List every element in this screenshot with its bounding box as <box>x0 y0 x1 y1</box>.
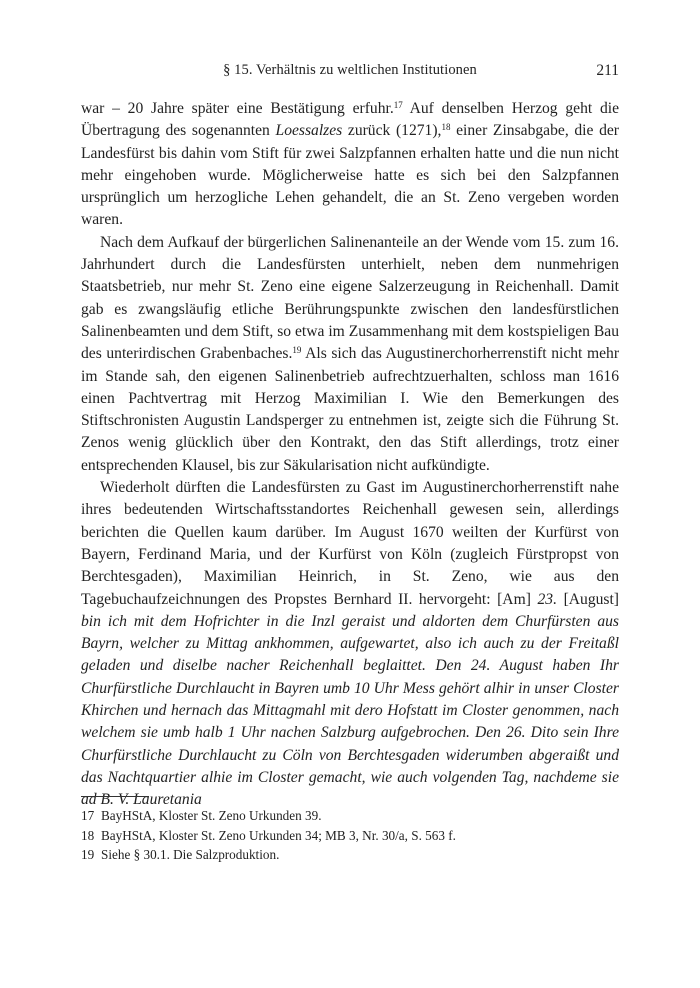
text-run: Wiederholt dürften die Landesfürsten zu Gast im Augustinerchorherrenstift nahe ihres bedeutenden Wirtschaftsstandortes Reichenhall gewesen sein, allerdings berichten die Quellen kaum darüber. Im August 1670 weilten der Kurfürst von Bayern, Ferdinand Maria, und der Kurfürst von Köln (zugleich Fürstpropst von Berchtesgaden), Maximilian Heinrich, in St. Zeno, wie aus den Tagebuchaufzeichnungen des Propstes Bernhard II. hervorgeht: [Am] <box>81 479 619 608</box>
paragraph-p2 <box>81 232 619 477</box>
footnote-separator-rule <box>81 796 149 797</box>
footnote-19 <box>81 845 619 865</box>
text-run: einer Zinsabgabe, die der Landesfürst bis dahin vom Stift für zwei Salzpfannen erhalten hatte und die nun nicht mehr eingehoben wurde. Möglicherweise hatte es sich bei den Salzpfannen ursprünglich um herzogliche Lehen gehandelt, die an St. Zeno vergeben worden waren. <box>81 122 619 229</box>
text-run: war – 20 Jahre später eine Bestätigung erfuhr. <box>81 100 394 117</box>
italic-text: Loessalzes <box>275 122 343 140</box>
footnote-number: 18 <box>81 827 95 843</box>
italic-text: bin ich mit dem Hofrichter in die Inzl geraist und aldorten dem Churfürsten aus Bayrn, welcher zu Mittag ankhommen, aufgewartet, also ich auch zu der Freitaßl geladen und diselbe nacher Reichenhall beglaittet. Den 24. August haben Ihr Churfürstliche Durchlaucht in Bayren umb 10 Uhr Mess gehört alhir in unser Closter Khirchen und hernach das Mittagmahl mit dero Hofstatt im Closter genommen, nach welchem sie umb halb 1 Uhr nachen Salzburg aufgebrochen. Den 26. Dito sein Ihre Churfürstliche Durchlaucht zu Cöln von Berchtesgaden widerumben abgeraißt und das Nachtquartier alhie im Closter gemacht, wie auch volgenden Tag, nachdeme sie ad B. V. Lauretania <box>81 612 619 809</box>
footnote-reference: 17 <box>393 100 403 111</box>
text-run: Nach dem Aufkauf der bürgerlichen Salinenanteile an der Wende vom 15. zum 16. Jahrhundert durch die Landesfürsten unterhielt, neben dem nunmehrigen Staatsbetrieb, nur mehr St. Zeno eine eigene Salzerzeugung in Reichenhall. Damit gab es zwangsläufig etliche Berührungspunkte zwischen den landesfürstlichen Salinenbeamten und dem Stift, so etwa im Zusammenhang mit dem kostspieligen Bau des unterirdischen Grabenbaches. <box>81 233 619 363</box>
paragraph-p1 <box>81 98 619 232</box>
page-header <box>81 62 619 84</box>
footnote-reference: 18 <box>441 122 451 133</box>
footnote-18 <box>81 826 619 846</box>
footnote-text: BayHStA, Kloster St. Zeno Urkunden 34; MB 3, Nr. 30/a, S. 563 f. <box>101 827 456 843</box>
footnote-number: 17 <box>81 808 95 823</box>
page-number: 211 <box>596 62 619 79</box>
footnote-text: Siehe § 30.1. Die Salzproduktion. <box>101 847 280 862</box>
footnote-text: BayHStA, Kloster St. Zeno Urkunden 39. <box>101 808 322 823</box>
footnote-17 <box>81 806 619 826</box>
text-run: Als sich das Augustinerchorherrenstift nicht mehr im Stande sah, den eigenen Salinenbetrieb aufrechtzuerhalten, schloss man 1616 einen Pachtvertrag mit Herzog Maximilian I. Wie den Bemerkungen des Stiftschronisten Augustin Landsperger zu entnehmen ist, zeigte sich die Führung St. Zenos wenig glücklich über den Kontrakt, den das Stift allerdings, trotz einer entsprechenden Klausel, bis zur Säkularisation nicht aufkündigte. <box>81 345 620 474</box>
footnote-reference: 19 <box>292 345 302 356</box>
paragraph-p3 <box>81 477 619 811</box>
text-run: [August] <box>556 590 620 608</box>
text-run: zurück (1271), <box>342 122 442 140</box>
italic-text: 23. <box>537 590 557 608</box>
running-head-title: § 15. Verhältnis zu weltlichen Institutionen <box>223 62 477 78</box>
text-run: Auf denselben Herzog geht die Übertragung des sogenannten <box>81 100 619 140</box>
main-text-body <box>81 98 619 812</box>
footnotes-section <box>81 806 619 865</box>
footnote-number: 19 <box>81 847 95 862</box>
